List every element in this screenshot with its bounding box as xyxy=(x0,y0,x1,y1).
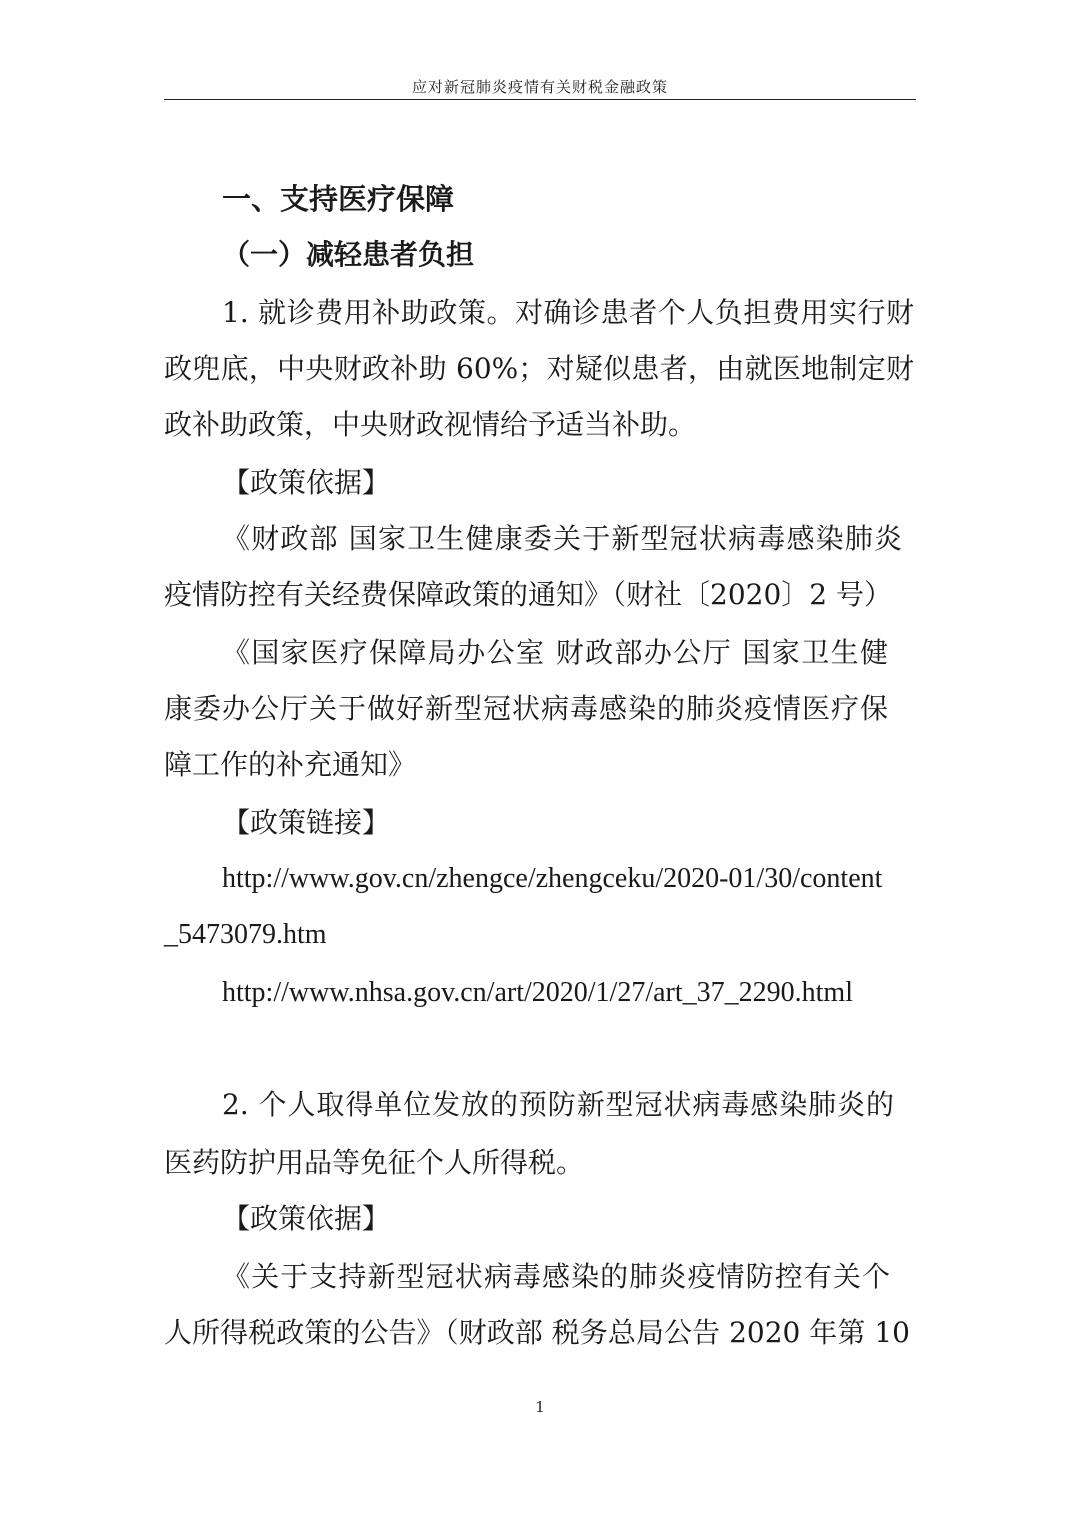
policy-link-1: http://www.gov.cn/zhengce/zhengceku/2020-01/30/content xyxy=(222,863,883,894)
section-subheading: （一）减轻患者负担 xyxy=(222,238,475,271)
section-heading: 一、支持医疗保障 xyxy=(222,182,455,216)
item1-basis-line-3: 《国家医疗保障局办公室 财政部办公厅 国家卫生健 xyxy=(222,636,888,669)
item1-link-label: 【政策链接】 xyxy=(222,806,391,839)
item1-basis-line-4: 康委办公厅关于做好新型冠状病毒感染的肺炎疫情医疗保 xyxy=(164,692,888,725)
item1-line-3: 政补助政策，中央财政视情给予适当补助。 xyxy=(164,408,697,441)
item2-line-1: 2. 个人取得单位发放的预防新型冠状病毒感染肺炎的 xyxy=(222,1088,894,1121)
item2-basis-label: 【政策依据】 xyxy=(222,1202,391,1235)
item1-line-1: 1. 就诊费用补助政策。对确诊患者个人负担费用实行财 xyxy=(222,296,914,329)
item2-basis-line-1: 《关于支持新型冠状病毒感染的肺炎疫情防控有关个 xyxy=(222,1260,890,1293)
running-header: 应对新冠肺炎疫情有关财税金融政策 xyxy=(411,78,668,96)
item1-basis-line-1: 《财政部 国家卫生健康委关于新型冠状病毒感染肺炎 xyxy=(222,522,902,555)
item1-basis-line-5: 障工作的补充通知》 xyxy=(164,748,417,781)
item1-line-2: 政兜底，中央财政补助 60%；对疑似患者，由就医地制定财 xyxy=(164,352,914,385)
policy-link-1-continued: _5473079.htm xyxy=(164,919,327,950)
item1-basis-label: 【政策依据】 xyxy=(222,466,391,499)
item2-basis-line-2: 人所得税政策的公告》（财政部 税务总局公告 2020 年第 10 xyxy=(164,1316,910,1349)
item1-basis-line-2: 疫情防控有关经费保障政策的通知》（财社〔2020〕2 号） xyxy=(164,578,892,611)
policy-link-2: http://www.nhsa.gov.cn/art/2020/1/27/art_37_2290.html xyxy=(222,977,853,1008)
item2-line-2: 医药防护用品等免征个人所得税。 xyxy=(164,1146,585,1179)
header-rule xyxy=(164,99,916,100)
page-number: 1 xyxy=(535,1398,545,1416)
